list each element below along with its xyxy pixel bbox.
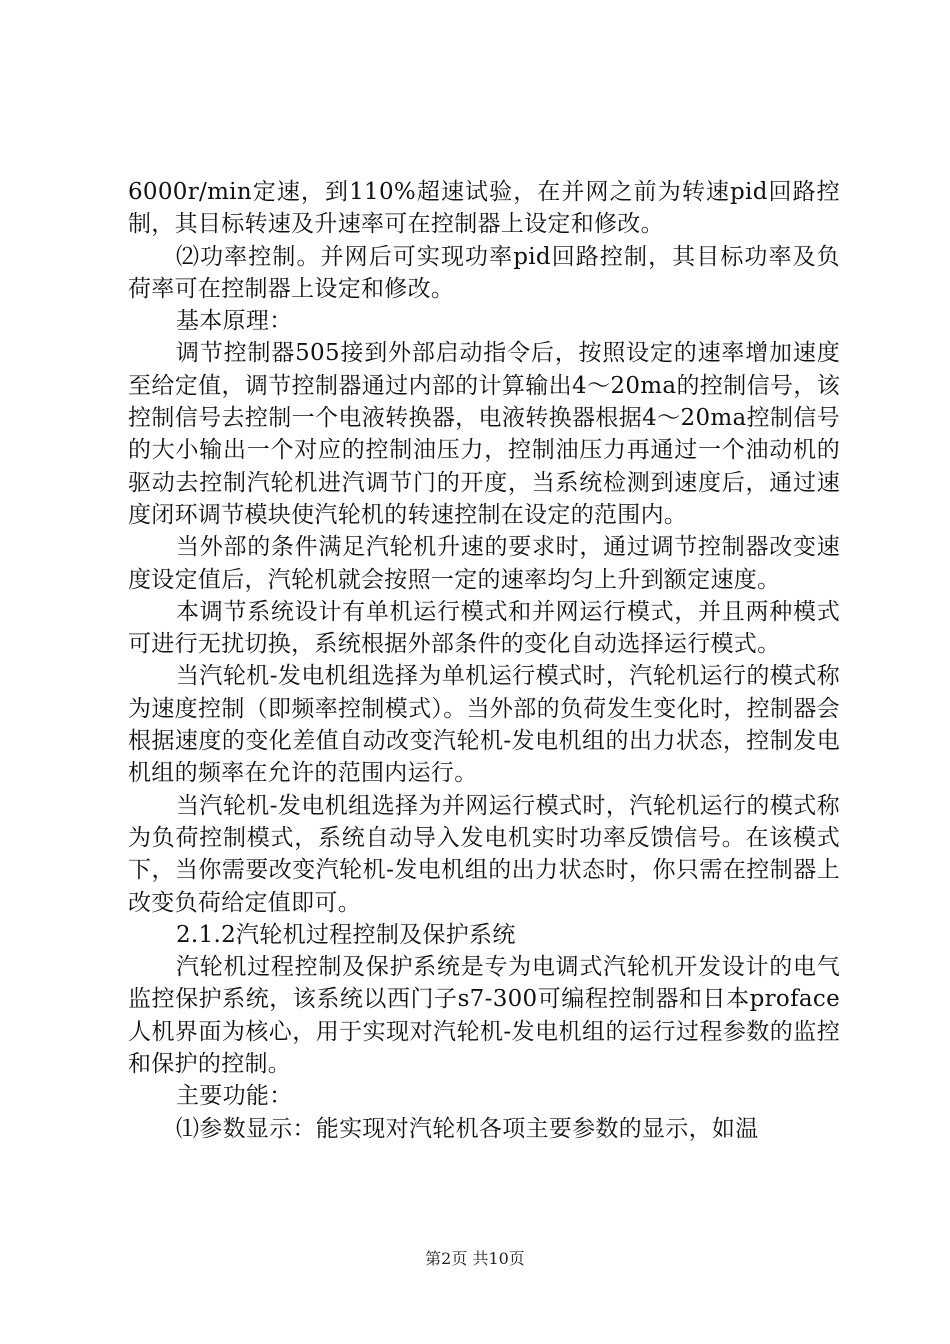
paragraph-operating-modes: 本调节系统设计有单机运行模式和并网运行模式，并且两种模式可进行无扰切换，系统根据外部条件的变化自动选择运行模式。: [128, 598, 840, 658]
page-footer: 第2页 共10页: [425, 1249, 525, 1268]
section-heading-2-1-2: 2.1.2汽轮机过程控制及保护系统: [176, 921, 516, 948]
paragraph-grid-mode: 当汽轮机-发电机组选择为并网运行模式时，汽轮机运行的模式称为负荷控制模式，系统自动导入发电机实时功率反馈信号。在该模式下，当你需要改变汽轮机-发电机组的出力状态时，你只需在控制器上改变负荷给定值即可。: [128, 792, 840, 916]
paragraph-standalone-mode: 当汽轮机-发电机组选择为单机运行模式时，汽轮机运行的模式称为速度控制（即频率控制模式）。当外部的负荷发生变化时，控制器会根据速度的变化差值自动改变汽轮机-发电机组的出力状态，控制发电机组的频率在允许的范围内运行。: [128, 663, 840, 787]
paragraph-parameter-display: ⑴参数显示：能实现对汽轮机各项主要参数的显示，如温: [176, 1115, 759, 1142]
document-body: [128, 176, 840, 1145]
heading-basic-principle: 基本原理：: [176, 308, 293, 335]
paragraph-power-control: ⑵功率控制。并网后可实现功率pid回路控制，其目标功率及负荷率可在控制器上设定和修改。: [128, 243, 840, 302]
paragraph-speed-test: 6000r/min定速，到110%超速试验，在并网之前为转速pid回路控制，其目标转速及升速率可在控制器上设定和修改。: [128, 179, 840, 238]
heading-main-functions: 主要功能：: [176, 1083, 293, 1110]
paragraph-speed-setpoint: 当外部的条件满足汽轮机升速的要求时，通过调节控制器改变速度设定值后，汽轮机就会按照一定的速率均匀上升到额定速度。: [128, 534, 840, 593]
paragraph-protection-system: 汽轮机过程控制及保护系统是专为电调式汽轮机开发设计的电气监控保护系统，该系统以西门子s7-300可编程控制器和日本proface人机界面为核心，用于实现对汽轮机-发电机组的运行过程参数的监控和保护的控制。: [128, 954, 840, 1078]
paragraph-controller-505: 调节控制器505接到外部启动指令后，按照设定的速率增加速度至给定值，调节控制器通过内部的计算输出4～20ma的控制信号，该控制信号去控制一个电液转换器，电液转换器根据4～20ma控制信号的大小输出一个对应的控制油压力，控制油压力再通过一个油动机的驱动去控制汽轮机进汽调节门的开度，当系统检测到速度后，通过速度闭环调节模块使汽轮机的转速控制在设定的范围内。: [128, 340, 840, 528]
